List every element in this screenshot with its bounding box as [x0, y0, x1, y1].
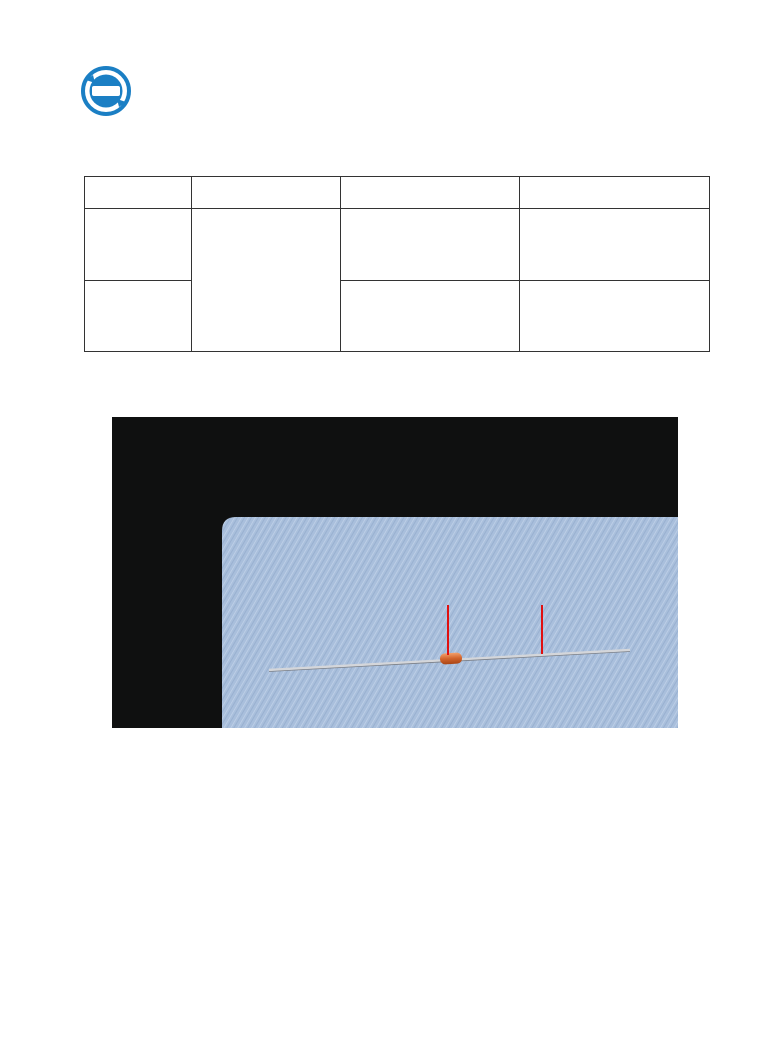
sample-no-cell — [85, 281, 192, 352]
components-table — [84, 176, 710, 352]
table-header-row — [85, 177, 710, 209]
material-cell — [340, 209, 520, 281]
ntc-thermistor-body — [440, 652, 463, 664]
component-cell — [191, 209, 340, 352]
report-header — [80, 66, 714, 116]
col-header-components — [191, 177, 340, 209]
test-item-cell — [520, 281, 710, 352]
table-row — [85, 209, 710, 281]
col-header-test-item — [520, 177, 710, 209]
fabric-background — [222, 517, 678, 728]
sample-photo — [112, 417, 678, 728]
col-header-material — [340, 177, 520, 209]
col-header-sample — [85, 177, 192, 209]
table-row — [85, 281, 710, 352]
material-cell — [340, 281, 520, 352]
cic-logo — [80, 66, 132, 116]
sample-no-cell — [85, 209, 192, 281]
test-item-cell — [520, 209, 710, 281]
